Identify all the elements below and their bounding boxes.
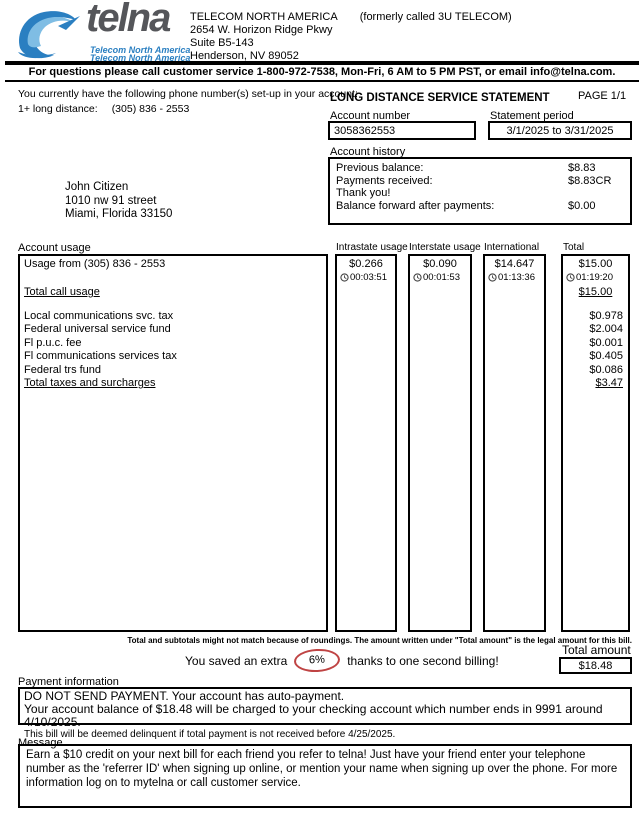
- duration-value: 00:03:51: [350, 272, 387, 283]
- clock-icon: [340, 273, 349, 282]
- savings-line: [185, 649, 499, 672]
- phone-row: [18, 103, 189, 115]
- history-label: Thank you!: [336, 187, 391, 200]
- total-amount-label: Total amount: [562, 643, 631, 657]
- customer-name: John Citizen: [65, 181, 129, 193]
- interstate-duration: [413, 272, 460, 283]
- company-former-name: (formerly called 3U TELECOM): [359, 11, 512, 23]
- col-header-interstate: Interstate usage: [409, 242, 481, 253]
- rounding-note: Total and subtotals might not match because of roundings. The amount written under "Total amount" is the legal amount for this bill.: [127, 636, 632, 645]
- col-header-total: Total: [563, 242, 585, 253]
- statement-title: LONG DISTANCE SERVICE STATEMENT: [330, 92, 550, 104]
- history-row-previous-balance: [336, 162, 624, 175]
- tax-value: $0.001: [589, 336, 623, 349]
- tax-label: Federal universal service fund: [24, 323, 171, 336]
- phone-number: (305) 836 - 2553: [111, 103, 190, 115]
- total-amount-value: $18.48: [559, 657, 632, 674]
- clock-icon: [566, 273, 575, 282]
- account-history-label: Account history: [330, 146, 406, 158]
- statement-period-label: Statement period: [490, 110, 574, 122]
- tax-label: Fl communications services tax: [24, 350, 177, 363]
- payment-line-1: DO NOT SEND PAYMENT. Your account has auto-payment.: [24, 689, 345, 703]
- customer-service-bar: For questions please call customer service 1-800-972-7538, Mon-Fri, 6 AM to 5 PM PST, or email info@telna.com.: [5, 61, 639, 82]
- col-header-international: International: [484, 242, 540, 253]
- total-call-usage-label: Total call usage: [24, 286, 100, 298]
- history-label: Payments received:: [336, 174, 433, 187]
- intrastate-amount: $0.266: [349, 258, 383, 270]
- payment-line-3: This bill will be deemed delinquent if total payment is not received before 4/25/2025.: [24, 729, 396, 740]
- tax-label: Federal trs fund: [24, 363, 102, 376]
- brand-tagline-2: Telecom North America: [90, 53, 191, 63]
- company-address-block: [190, 11, 512, 63]
- savings-prefix: You saved an extra: [185, 653, 288, 668]
- usage-col-interstate: [408, 254, 472, 632]
- payment-line-2: Your account balance of $18.48 will be charged to your checking account which number ends in 9991 around 4/10/2025.: [24, 702, 603, 729]
- history-value: $8.83CR: [568, 174, 612, 187]
- history-row-thank-you: [336, 187, 624, 200]
- duration-value: 01:19:20: [576, 272, 613, 283]
- duration-value: 01:13:36: [498, 272, 535, 283]
- tax-value: $0.405: [589, 350, 623, 363]
- tax-values: [589, 310, 623, 390]
- interstate-amount: $0.090: [423, 258, 457, 270]
- statement-period-value: 3/1/2025 to 3/31/2025: [488, 121, 632, 140]
- intrastate-duration: [340, 272, 387, 283]
- col-header-intrastate: Intrastate usage: [336, 242, 408, 253]
- clock-icon: [413, 273, 422, 282]
- account-history-box: [328, 157, 632, 225]
- duration-value: 00:01:53: [423, 272, 460, 283]
- total-taxes-value: $3.47: [595, 377, 623, 390]
- brand-name: telna: [86, 0, 170, 40]
- history-row-balance-forward: [336, 200, 624, 213]
- international-amount: $14.647: [494, 258, 535, 270]
- clock-icon: [488, 273, 497, 282]
- total-amount-usage: $15.00: [578, 258, 613, 270]
- usage-col-intrastate: [335, 254, 397, 632]
- total-taxes-label: Total taxes and surcharges: [24, 377, 156, 390]
- tax-value: $0.978: [589, 310, 623, 322]
- total-duration: [566, 272, 613, 283]
- telna-logo: [14, 0, 191, 63]
- company-street: 2654 W. Horizon Ridge Pkwy: [190, 24, 333, 36]
- savings-percent-circled: 6%: [294, 648, 341, 673]
- international-duration: [488, 272, 535, 283]
- payment-information-box: [18, 687, 632, 740]
- usage-from-label: Usage from (305) 836 - 2553: [24, 258, 166, 270]
- account-number-value: 3058362553: [328, 121, 476, 140]
- tax-value: $2.004: [589, 323, 623, 336]
- account-number-label: Account number: [330, 110, 411, 122]
- tax-label: Local communications svc. tax: [24, 310, 174, 322]
- phones-intro: You currently have the following phone number(s) set-up in your account:: [18, 88, 358, 100]
- customer-street: 1010 nw 91 street: [65, 194, 157, 207]
- history-value: $8.83: [568, 162, 596, 174]
- tax-label: Fl p.u.c. fee: [24, 336, 82, 349]
- company-name: TELECOM NORTH AMERICA: [190, 11, 338, 23]
- customer-address-block: [65, 181, 172, 222]
- usage-col-international: [483, 254, 546, 632]
- phone-type: 1+ long distance:: [18, 103, 98, 115]
- account-usage-label: Account usage: [18, 242, 91, 254]
- usage-col-total: [561, 254, 630, 632]
- history-label: Previous balance:: [336, 162, 424, 174]
- page-number: PAGE 1/1: [578, 90, 627, 102]
- history-row-payments-received: [336, 175, 624, 188]
- telna-swirl-icon: [14, 4, 86, 60]
- brand-tagline-1: Telecom North America: [90, 45, 191, 55]
- message-label: Message: [18, 737, 63, 749]
- company-suite: Suite B5-143: [190, 37, 254, 49]
- tax-value: $0.086: [589, 363, 623, 376]
- message-box: Earn a $10 credit on your next bill for each friend you refer to telna! Just have your friend enter your telephone number as the 'referrer ID' when signing up online, or mention your name when signing up over the phone. For more information log on to mytelna or call customer service.: [18, 744, 632, 808]
- history-label: Balance forward after payments:: [336, 199, 495, 212]
- tax-labels: [24, 310, 177, 390]
- total-call-usage-value: $15.00: [578, 286, 613, 298]
- usage-main-box: [18, 254, 328, 632]
- customer-city: Miami, Florida 33150: [65, 208, 173, 220]
- savings-suffix: thanks to one second billing!: [347, 653, 499, 668]
- payment-information-label: Payment information: [18, 676, 119, 688]
- history-value: $0.00: [568, 199, 596, 212]
- company-city: Henderson, NV 89052: [190, 50, 299, 62]
